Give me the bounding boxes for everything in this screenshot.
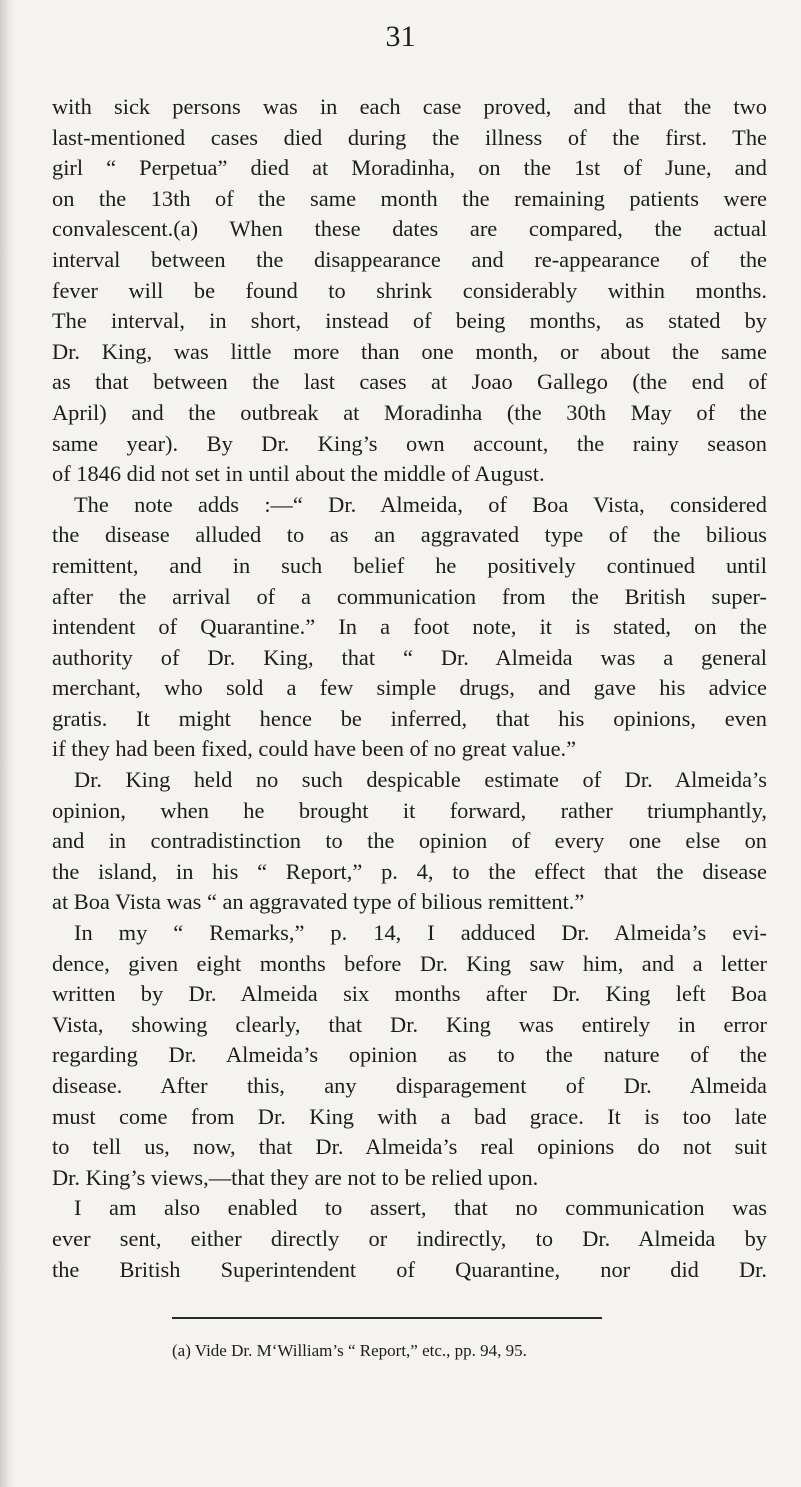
text-line: In my “ Remarks,” p. 14, I adduced Dr. Almeida’s evi- (74, 920, 767, 946)
text-line: girl “ Perpetua” died at Moradinha, on the 1st of June, and (52, 155, 767, 181)
text-line: written by Dr. Almeida six months after Dr. King left Boa (52, 981, 767, 1007)
text-line: opinion, when he brought it forward, rather triumphantly, (52, 797, 767, 823)
text-line: of 1846 did not set in until about the middle of August. (52, 461, 545, 487)
page-binding-edge (0, 0, 16, 1487)
text-line: fever will be found to shrink considerably within months. (52, 277, 767, 303)
body-text (52, 92, 767, 1285)
text-line: Dr. King held no such despicable estimate of Dr. Almeida’s (74, 767, 767, 793)
text-line: last-mentioned cases died during the illness of the first. The (52, 124, 767, 150)
text-line: must come from Dr. King with a bad grace. It is too late (52, 1103, 767, 1129)
footnote: (a) Vide Dr. M‘William’s “ Report,” etc., pp. 94, 95. (172, 1341, 527, 1360)
text-line: at Boa Vista was “ an aggravated type of bilious remittent.” (52, 889, 585, 915)
text-line: dence, given eight months before Dr. King saw him, and a letter (52, 950, 767, 976)
text-line: The note adds :—“ Dr. Almeida, of Boa Vista, considered (74, 491, 767, 517)
text-line: ever sent, either directly or indirectly, to Dr. Almeida by (52, 1225, 767, 1251)
text-line: the disease alluded to as an aggravated type of the bilious (52, 522, 767, 548)
text-line: same year). By Dr. King’s own account, the rainy season (52, 430, 767, 456)
text-line: Vista, showing clearly, that Dr. King was entirely in error (52, 1011, 767, 1037)
text-line: Dr. King’s views,—that they are not to be relied upon. (52, 1164, 539, 1190)
text-line: to tell us, now, that Dr. Almeida’s real opinions do not suit (52, 1134, 767, 1160)
text-line: as that between the last cases at Joao Gallego (the end of (52, 369, 767, 395)
text-line: after the arrival of a communication from the British super- (52, 583, 767, 609)
text-line: April) and the outbreak at Moradinha (the 30th May of the (52, 399, 767, 425)
text-line: interval between the disappearance and re-appearance of the (52, 246, 767, 272)
page-number: 31 (385, 20, 416, 53)
text-line: on the 13th of the same month the remaining patients were (52, 185, 767, 211)
text-line: authority of Dr. King, that “ Dr. Almeida was a general (52, 644, 767, 670)
text-line: disease. After this, any disparagement of Dr. Almeida (52, 1073, 767, 1098)
text-line: the island, in his “ Report,” p. 4, to the effect that the disease (52, 858, 767, 884)
text-line: convalescent.(a) When these dates are compared, the actual (52, 216, 767, 242)
text-line: The interval, in short, instead of being months, as stated by (52, 308, 767, 334)
text-line: with sick persons was in each case proved, and that the two (52, 94, 767, 119)
text-line: gratis. It might hence be inferred, that his opinions, even (52, 705, 767, 731)
text-line: regarding Dr. Almeida’s opinion as to the nature of the (52, 1042, 767, 1068)
text-line: and in contradistinction to the opinion of every one else on (52, 828, 767, 854)
text-line: Dr. King, was little more than one month, or about the same (52, 338, 767, 364)
text-line: merchant, who sold a few simple drugs, and gave his advice (52, 675, 767, 701)
footnote-divider (172, 1317, 602, 1319)
text-line: I am also enabled to assert, that no communication was (74, 1195, 767, 1221)
text-line: if they had been fixed, could have been of no great value.” (52, 736, 577, 762)
text-line: intendent of Quarantine.” In a foot note, it is stated, on the (52, 614, 767, 640)
text-line: the British Superintendent of Quarantine, nor did Dr. (52, 1256, 767, 1282)
text-line: remittent, and in such belief he positively continued until (52, 552, 767, 578)
